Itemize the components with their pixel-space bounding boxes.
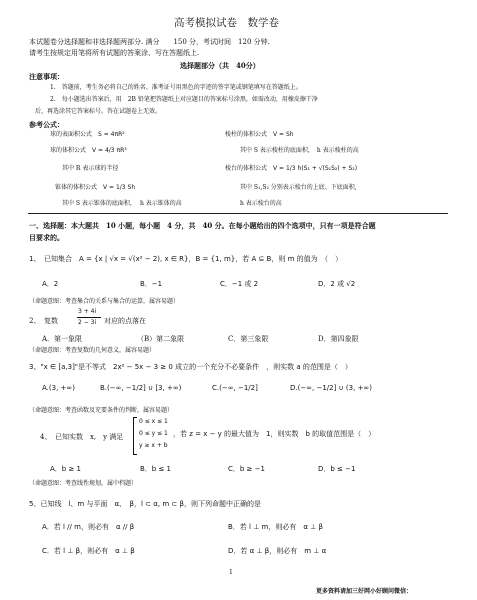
divider	[28, 213, 448, 214]
part1-intro-b: 目要求的。	[29, 233, 64, 242]
cone-note: 其中 S 表示锥体的底面积，	[62, 200, 136, 207]
question-2-note: （命题意图：考查复数的几何意义，属容易题）	[29, 347, 156, 354]
frustum-note: 其中 S₁,S₂ 分别表示棱台的上底、下底面积,	[240, 184, 357, 191]
page-number: 1	[229, 569, 233, 576]
question-5-option-b: B．若 l ⊥ m，则必有 α ⊥ β	[228, 523, 323, 531]
question-2-option-b: （B）第二象限	[137, 335, 185, 343]
notes-heading: 注意事项：	[29, 72, 64, 81]
note-2a: 2. 每小题选出答案后，用 2B 铅笔把答题纸上对应题目的答案标号涂黑，如需改动，用橡皮擦干净	[50, 96, 318, 103]
question-5-stem: 5、已知线 l、m 与平面 α、 β，l ⊂ α, m ⊂ β，则下列命题中正确的是	[29, 500, 261, 508]
prism-note: 其中 S 表示棱柱的底面积， h 表示棱柱的高	[240, 147, 359, 154]
formulas-heading: 参考公式：	[29, 120, 64, 129]
question-4-constraint-3: y ≥ x + b	[139, 442, 168, 449]
cone-volume-formula: 锥体的体积公式 V = 1/3 Sh	[55, 184, 136, 191]
question-2-prefix: 2、 复数	[29, 317, 58, 325]
page-title: 高考模拟试卷 数学卷	[174, 17, 279, 29]
intro-line-2: 请考生按规定用笔将所有试题的答案涂、写在答题纸上.	[29, 49, 200, 57]
question-2-option-a: A．第一象限	[42, 335, 83, 343]
question-5-option-d: D．若 α ⊥ β，则必有 m ⊥ α	[228, 547, 327, 555]
question-1-note: （命题意图：考查集合的关系与集合的运算，属容易题）	[29, 298, 180, 305]
question-4-option-b: B．b ≤ 1	[140, 465, 172, 473]
cone-note-2: h 表示锥体的高	[140, 200, 182, 207]
question-1-option-a: A．2	[42, 280, 59, 288]
question-3-option-a: A.(3, +∞)	[42, 384, 75, 392]
note-1: 1. 答题前，考生务必将自己的姓名、准考证号用黑色的字迹的签字笔或钢笔填写在答题纸上。	[50, 84, 302, 91]
frustum-volume-formula: 棱台的体积公式 V = 1/3 h(S₁ + √(S₁S₂) + S₂)	[225, 165, 358, 172]
question-4-constraint-2: 0 ≤ y ≤ 1	[139, 430, 168, 437]
question-1-stem: 1、 已知集合 A = {x | √x = √(x² − 2), x ∈ R}，B = {1, m}，若 A ⊆ B，则 m 的值为 （ ）	[29, 255, 343, 263]
question-2-option-d: D．第四象限	[318, 335, 359, 343]
question-2-suffix: 对应的点落在	[104, 317, 146, 325]
section-choice-title: 选择题部分（共 40分）	[180, 61, 260, 70]
question-5-option-a: A．若 l // m，则必有 α // β	[42, 523, 135, 531]
question-4-option-a: A．b ≥ 1	[50, 465, 82, 473]
question-4-constraint-1: 0 ≤ x ≤ 1	[139, 418, 168, 425]
question-4-note: （命题意图：考查线性规划，属中档题）	[29, 480, 138, 487]
question-4-prefix: 4、 已知实数 x, y 满足	[40, 433, 124, 441]
question-3-option-d: D.(−∞, −1/2] ∪ (3, +∞)	[290, 384, 372, 392]
question-3-stem: 3、"x ∈ [a,3]"是不等式 2x² − 5x − 3 ≥ 0 成立的一个充分不必要条件 ，则实数 a 的范围是（ ）	[29, 363, 352, 371]
question-5-option-c: C．若 l ⊥ β，则必有 α ⊥ β	[42, 547, 135, 555]
fraction-bar	[77, 317, 101, 318]
footer-note: 更多资料请加三好网小好顾问微信：	[316, 588, 413, 595]
intro-line-1: 本试题卷分选择题和非选择题两部分. 满分 150 分，考试时间 120 分钟.	[29, 38, 270, 46]
question-2-denominator: 2 − 3i	[78, 319, 97, 326]
sphere-area-formula: 球的表面积公式 S = 4πR²	[50, 131, 125, 138]
question-2-option-c: C．第三象限	[228, 335, 269, 343]
question-1-option-b: B．−1	[140, 280, 163, 288]
part1-intro-a: 一、选择题：本大题共 10 小题，每小题 4 分，共 40 分。在每小题给出的四个选项中，只有一项是符合题	[29, 221, 376, 230]
prism-volume-formula: 棱柱的体积公式 V = Sh	[225, 131, 294, 138]
sphere-note: 其中 R 表示球的半径	[62, 165, 119, 172]
question-1-option-d: D．2 或 √2	[318, 280, 356, 288]
question-3-option-c: C.(−∞, −1/2]	[212, 384, 258, 392]
question-4-option-c: C．b ≥ −1	[228, 465, 265, 473]
question-4-suffix: ，若 z = x − y 的最大值为 1，则实数 b 的取值范围是（ ）	[173, 430, 376, 438]
note-2b: 后，再选涂其它答案标号。答在试题卷上无效。	[35, 108, 162, 115]
system-brace	[133, 417, 137, 455]
frustum-note-2: h 表示棱台的高	[240, 200, 282, 207]
question-3-note: （命题意图：考查函数及充要条件的判断，属容易题）	[29, 407, 174, 414]
question-4-option-d: D．b ≤ −1	[318, 465, 356, 473]
question-1-option-c: C．−1 或 2	[220, 280, 259, 288]
question-2-numerator: 3 + 4i	[78, 308, 97, 315]
question-3-option-b: B.(−∞, −1/2] ∪ [3, +∞)	[100, 384, 182, 392]
sphere-volume-formula: 球的体积公式 V = 4/3 πR³	[50, 147, 127, 154]
